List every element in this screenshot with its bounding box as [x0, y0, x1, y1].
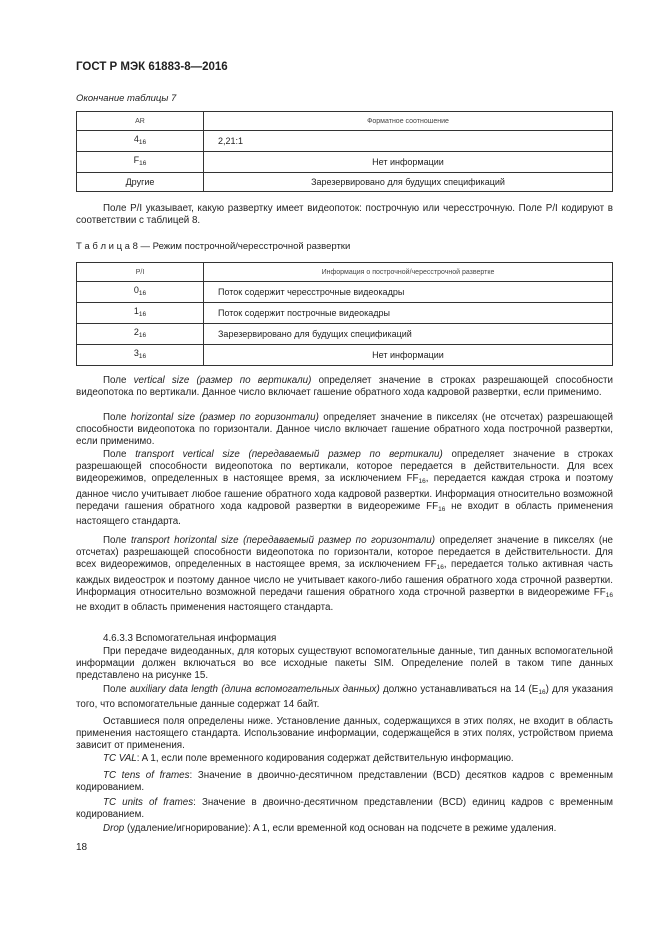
- paragraph-tc-val: TC VAL: A 1, если поле временного кодирования содержат действительную информацию.: [103, 753, 514, 764]
- paragraph-tc-tens: TC tens of frames: Значение в двоично-десятичном представлении (BCD) десятков кадров с временным кодированием.: [76, 770, 613, 794]
- table-cell: $3_{16}$: [77, 345, 204, 366]
- table-header-row: [77, 112, 613, 131]
- paragraph-transport-horizontal: Поле transport horizontal size (передаваемый размер по горизонтали) определяет значение в пикселях (не отсчетах) разрешающей способности видеопотока по горизонтали, которое передается в действительности. Для всех видеорежимов, определенных в настоящее время, за исключением $FF_{16}$, передается только активная часть каждых видеострок и поэтому данное число не учитывает какого-либо гашения обратного хода строчной развертки. Информация относительно возможной передачи гашения обратного хода строчной развертки в видеорежиме $FF_{16}$ не входит в область применения настоящего стандарта.: [76, 535, 614, 614]
- table-header-cell: Информация о построчной/чересстрочной развертке: [204, 263, 613, 282]
- paragraph-aux-intro: При передаче видеоданных, для которых существуют вспомогательные данные, тип данных вспомогательной информации должен включаться во все исходные пакеты SIM. Определение полей в таком типе данных представлено на рисунке 15.: [76, 646, 613, 682]
- table-row: [77, 282, 613, 303]
- table-cell: $0_{16}$: [77, 282, 204, 303]
- table-7: [76, 111, 613, 192]
- document-header: ГОСТ Р МЭК 61883-8—2016: [76, 61, 228, 73]
- table-cell: Другие: [77, 173, 204, 192]
- paragraph-drop: Drop (удаление/игнорирование): A 1, если временной код основан на подсчете в режиме удаления.: [103, 823, 557, 834]
- table-cell: $1_{16}$: [77, 303, 204, 324]
- table-cell: $4_{16}$: [77, 131, 204, 152]
- table8-caption: Т а б л и ц а 8 — Режим построчной/чересстрочной развертки: [76, 241, 351, 252]
- table-header-cell: Форматное соотношение: [204, 112, 613, 131]
- table-header-cell: P/I: [77, 263, 204, 282]
- table-row: [77, 173, 613, 192]
- table7-caption: Окончание таблицы 7: [76, 93, 177, 104]
- paragraph-transport-vertical: Поле transport vertical size (передаваемый размер по вертикали) определяет значение в строках разрешающей способности видеопотока по вертикали, которое передается в действительности. Для всех видеорежимов, определенных в настоящее время, за исключением $FF_{16}$, передается каждая строка и поэтому данное число учитывает любое гашение обратного хода кадровой развертки. Информация относительно возможной передачи гашения обратного хода кадровой развертки в видеорежиме $FF_{16}$ не входит в область применения настоящего стандарта.: [76, 449, 614, 528]
- table-row: [77, 152, 613, 173]
- table-cell: Нет информации: [204, 345, 613, 366]
- paragraph-vertical-size: Поле vertical size (размер по вертикали) определяет значение в строках разрешающей способности видеопотока по вертикали. Данное число включает гашение обратного хода кадровой развертки, если применимо.: [76, 375, 613, 399]
- table-row: [77, 324, 613, 345]
- paragraph-tc-units: TC units of frames: Значение в двоично-десятичном представлении (BCD) единиц кадров с временным кодированием.: [76, 797, 613, 821]
- table-8: [76, 262, 613, 366]
- page-number: 18: [76, 842, 88, 853]
- table-header-row: [77, 263, 613, 282]
- table-cell: Нет информации: [204, 152, 613, 173]
- table-cell: Зарезервировано для будущих спецификаций: [204, 324, 613, 345]
- table-row: [77, 345, 613, 366]
- table-header-cell: AR: [77, 112, 204, 131]
- table-cell: $F_{16}$: [77, 152, 204, 173]
- table-row: [77, 303, 613, 324]
- table-row: [77, 131, 613, 152]
- paragraph-aux-length: Поле auxiliary data length (длина вспомогательных данных) должно устанавливаться на 14 $(E_{16})$ для указания того, что вспомогательные данные содержат 14 байт.: [76, 684, 614, 711]
- paragraph-remaining-fields: Оставшиеся поля определены ниже. Установление данных, содержащихся в этих полях, не входит в область применения настоящего стандарта. Использование информации, содержащейся в этих полях, устройством приема зависит от применения.: [76, 716, 613, 752]
- paragraph-pi: Поле P/I указывает, какую развертку имеет видеопоток: построчную или чересстрочную. Поле P/I кодируют в соответствии с таблицей 8.: [76, 203, 613, 227]
- paragraph-horizontal-size: Поле horizontal size (размер по горизонтали) определяет значение в пикселях (не отсчетах) разрешающей способности видеопотока по горизонтали. Данное число включает гашение обратного хода построчной развертки, если применимо.: [76, 412, 613, 448]
- table-cell: Поток содержит построчные видеокадры: [204, 303, 613, 324]
- table-cell: Зарезервировано для будущих спецификаций: [204, 173, 613, 192]
- table-cell: 2,21:1: [204, 131, 613, 152]
- table-cell: $2_{16}$: [77, 324, 204, 345]
- table-cell: Поток содержит чересстрочные видеокадры: [204, 282, 613, 303]
- section-heading: 4.6.3.3 Вспомогательная информация: [103, 633, 277, 644]
